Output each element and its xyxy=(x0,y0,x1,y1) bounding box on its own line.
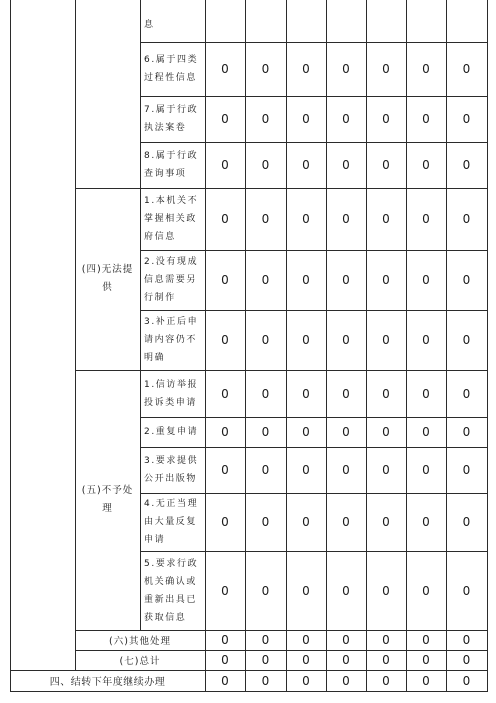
item-label: 3.要求提供公开出版物 xyxy=(144,456,199,484)
value-cell: 0 xyxy=(422,425,430,439)
item-label: 1.信访举报投诉类申请 xyxy=(144,379,199,408)
value-cell: 0 xyxy=(462,273,471,287)
value-cell: 0 xyxy=(422,583,430,598)
value-cell: 0 xyxy=(462,425,471,439)
group-label: (四)无法提供 xyxy=(81,264,134,293)
table-rule xyxy=(286,0,287,692)
value-cell: 0 xyxy=(382,633,390,647)
table-rule xyxy=(75,370,488,371)
table-rule xyxy=(140,42,488,43)
value-cell: 0 xyxy=(342,112,350,126)
table-rule xyxy=(366,0,367,692)
value-cell: 0 xyxy=(462,212,471,226)
value-cell: 0 xyxy=(261,333,270,347)
value-cell: 0 xyxy=(261,653,270,667)
table-rule xyxy=(75,188,488,189)
value-cell: 0 xyxy=(422,653,430,667)
value-cell: 0 xyxy=(261,112,270,126)
value-cell: 0 xyxy=(422,158,430,172)
value-cell: 0 xyxy=(221,212,229,226)
value-cell: 0 xyxy=(382,583,390,598)
value-cell: 0 xyxy=(221,653,229,667)
value-cell: 0 xyxy=(462,633,471,647)
value-cell: 0 xyxy=(342,386,350,401)
value-cell: 0 xyxy=(221,425,229,439)
value-cell: 0 xyxy=(462,386,471,401)
value-cell: 0 xyxy=(302,112,310,126)
item-label: 6.属于四类过程性信息 xyxy=(144,55,199,83)
item-label: 3.补正后申请内容仍不明确 xyxy=(144,317,199,363)
value-cell: 0 xyxy=(422,515,430,529)
table-rule xyxy=(140,0,141,630)
item-label: 2.重复申请 xyxy=(144,427,199,437)
value-cell: 0 xyxy=(261,158,270,172)
value-cell: 0 xyxy=(342,333,350,347)
value-cell: 0 xyxy=(261,425,270,439)
value-cell: 0 xyxy=(382,62,390,76)
item-label: 7.属于行政执法案卷 xyxy=(144,105,199,133)
value-cell: 0 xyxy=(302,425,310,439)
value-cell: 0 xyxy=(382,273,390,287)
value-cell: 0 xyxy=(302,386,310,401)
group-label: (五)不予处理 xyxy=(81,485,134,514)
carryover-label: 四、结转下年度继续办理 xyxy=(49,677,166,688)
table-rule xyxy=(75,650,488,651)
value-cell: 0 xyxy=(462,673,471,688)
table-rule xyxy=(140,142,488,143)
table-rule xyxy=(205,0,206,692)
value-cell: 0 xyxy=(342,62,350,76)
value-cell: 0 xyxy=(261,583,270,598)
value-cell: 0 xyxy=(462,158,471,172)
table-rule xyxy=(140,96,488,97)
item-label: 5.要求行政机关确认或重新出具已获取信息 xyxy=(144,558,199,623)
table-rule xyxy=(487,0,488,692)
table-rule xyxy=(140,310,488,311)
value-cell: 0 xyxy=(221,673,229,688)
value-cell: 0 xyxy=(342,515,350,529)
item-label: 2.没有现成信息需要另行制作 xyxy=(144,257,199,303)
value-cell: 0 xyxy=(382,112,390,126)
value-cell: 0 xyxy=(261,633,270,647)
value-cell: 0 xyxy=(422,386,430,401)
value-cell: 0 xyxy=(342,212,350,226)
value-cell: 0 xyxy=(302,515,310,529)
value-cell: 0 xyxy=(342,653,350,667)
table-rule xyxy=(140,250,488,251)
value-cell: 0 xyxy=(342,425,350,439)
value-cell: 0 xyxy=(342,673,350,688)
table-rule xyxy=(245,0,246,692)
total-label: (七)总计 xyxy=(119,656,161,667)
value-cell: 0 xyxy=(382,673,390,688)
value-cell: 0 xyxy=(261,673,270,688)
value-cell: 0 xyxy=(221,633,229,647)
value-cell: 0 xyxy=(422,212,430,226)
value-cell: 0 xyxy=(342,463,350,477)
table-rule xyxy=(446,0,447,692)
value-cell: 0 xyxy=(462,62,471,76)
value-cell: 0 xyxy=(302,583,310,598)
value-cell: 0 xyxy=(422,333,430,347)
value-cell: 0 xyxy=(462,515,471,529)
value-cell: 0 xyxy=(302,673,310,688)
value-cell: 0 xyxy=(382,425,390,439)
table-rule xyxy=(140,551,488,552)
value-cell: 0 xyxy=(302,633,310,647)
value-cell: 0 xyxy=(462,112,471,126)
value-cell: 0 xyxy=(221,515,229,529)
value-cell: 0 xyxy=(261,62,270,76)
value-cell: 0 xyxy=(261,386,270,401)
value-cell: 0 xyxy=(342,633,350,647)
table-rule xyxy=(75,0,76,670)
value-cell: 0 xyxy=(221,158,229,172)
value-cell: 0 xyxy=(422,633,430,647)
value-cell: 0 xyxy=(382,463,390,477)
table-rule xyxy=(10,0,11,692)
value-cell: 0 xyxy=(382,653,390,667)
value-cell: 0 xyxy=(221,386,229,401)
table-rule xyxy=(140,447,488,448)
item-label: 4.无正当理由大量反复申请 xyxy=(144,499,199,545)
item-label: 1.本机关不掌握相关政府信息 xyxy=(144,196,199,242)
value-cell: 0 xyxy=(302,62,310,76)
value-cell: 0 xyxy=(302,158,310,172)
other-label: (六)其他处理 xyxy=(109,636,171,647)
item-label-fragment: 息 xyxy=(144,20,155,30)
value-cell: 0 xyxy=(422,673,430,688)
value-cell: 0 xyxy=(462,463,471,477)
table-rule xyxy=(326,0,327,692)
table-rule xyxy=(140,493,488,494)
value-cell: 0 xyxy=(462,333,471,347)
value-cell: 0 xyxy=(221,62,229,76)
value-cell: 0 xyxy=(302,212,310,226)
value-cell: 0 xyxy=(422,463,430,477)
value-cell: 0 xyxy=(382,333,390,347)
value-cell: 0 xyxy=(382,515,390,529)
table-rule xyxy=(10,691,488,692)
value-cell: 0 xyxy=(261,212,270,226)
value-cell: 0 xyxy=(221,273,229,287)
table-rule xyxy=(75,630,488,631)
value-cell: 0 xyxy=(422,62,430,76)
value-cell: 0 xyxy=(261,515,270,529)
value-cell: 0 xyxy=(462,653,471,667)
value-cell: 0 xyxy=(342,158,350,172)
value-cell: 0 xyxy=(382,386,390,401)
value-cell: 0 xyxy=(261,273,270,287)
value-cell: 0 xyxy=(221,583,229,598)
value-cell: 0 xyxy=(302,273,310,287)
value-cell: 0 xyxy=(302,333,310,347)
value-cell: 0 xyxy=(342,273,350,287)
table-rule xyxy=(10,670,488,671)
value-cell: 0 xyxy=(221,463,229,477)
value-cell: 0 xyxy=(221,112,229,126)
table-rule xyxy=(140,417,488,418)
value-cell: 0 xyxy=(382,212,390,226)
value-cell: 0 xyxy=(302,653,310,667)
value-cell: 0 xyxy=(422,112,430,126)
value-cell: 0 xyxy=(462,583,471,598)
item-label: 8.属于行政查询事项 xyxy=(144,151,199,179)
value-cell: 0 xyxy=(302,463,310,477)
value-cell: 0 xyxy=(422,273,430,287)
value-cell: 0 xyxy=(342,583,350,598)
value-cell: 0 xyxy=(221,333,229,347)
value-cell: 0 xyxy=(382,158,390,172)
table-rule xyxy=(406,0,407,692)
value-cell: 0 xyxy=(261,463,270,477)
